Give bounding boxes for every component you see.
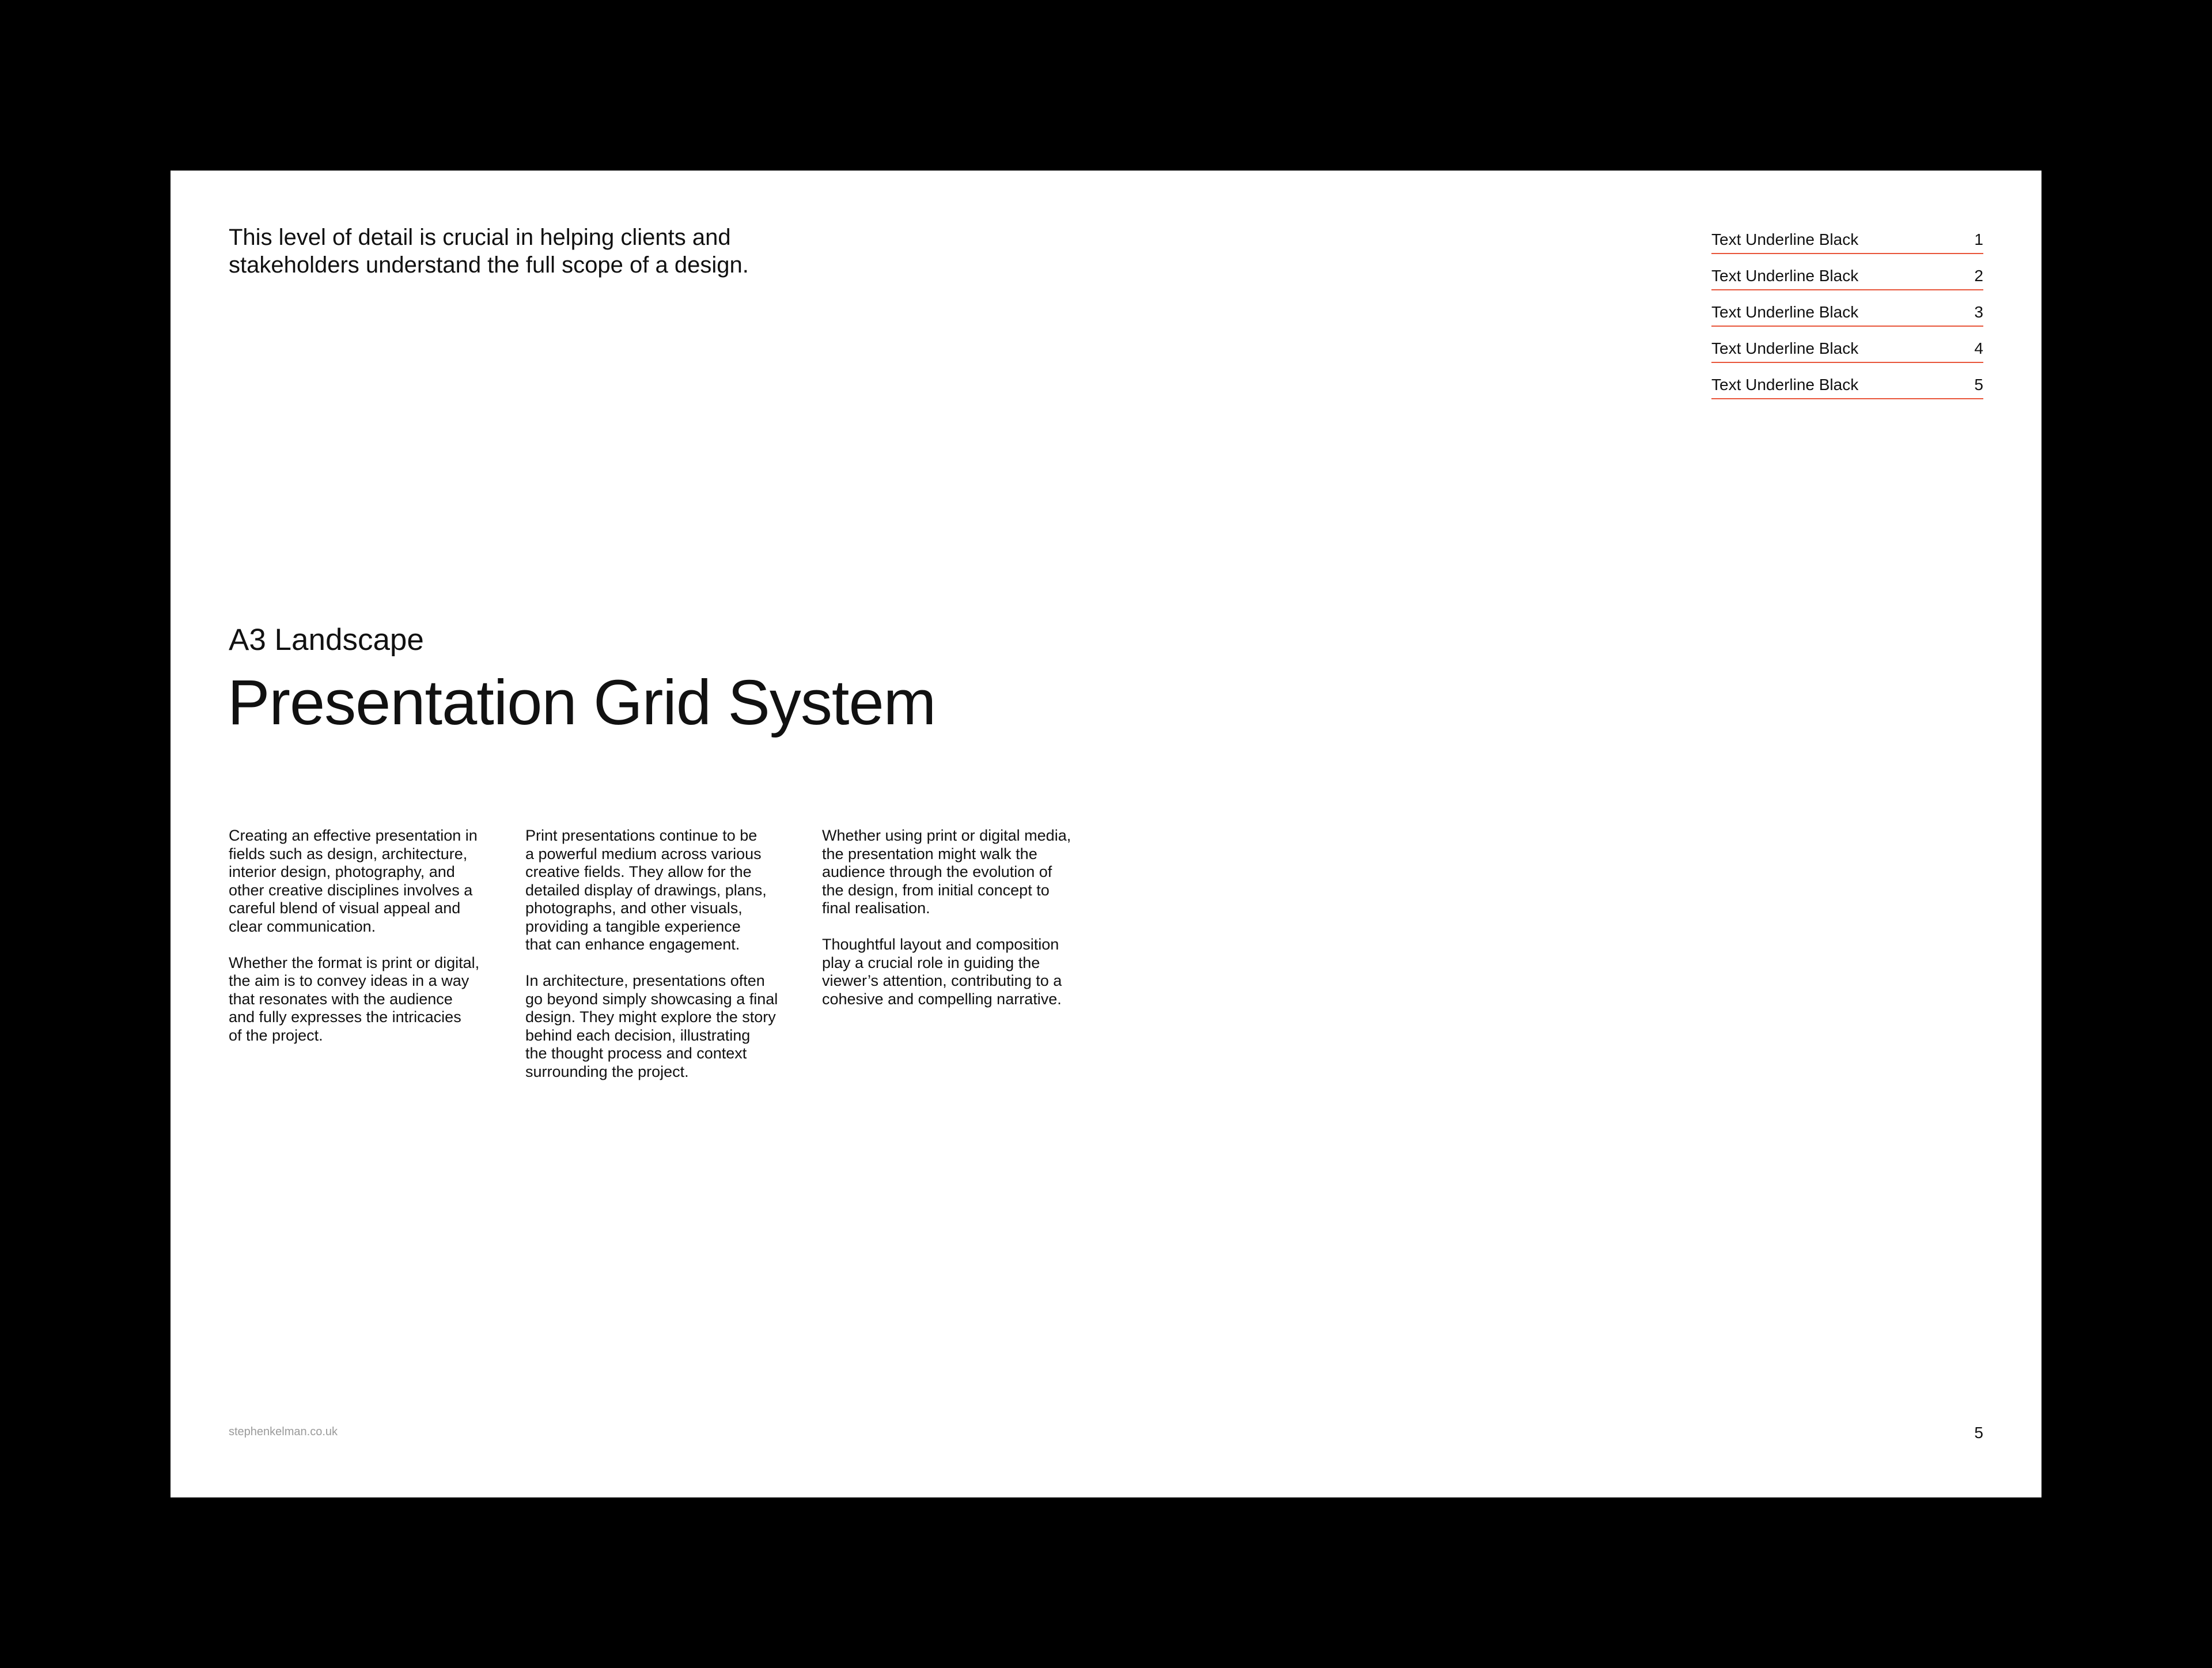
text-column-3 (822, 827, 1099, 1027)
toc-item-label: Text Underline Black (1711, 303, 1859, 321)
toc-item[interactable] (1711, 363, 1983, 399)
toc-item-number: 2 (1974, 267, 1983, 285)
text-column-2 (525, 827, 802, 1099)
footer-page-number: 5 (1974, 1424, 1983, 1442)
toc-item-label: Text Underline Black (1711, 230, 1859, 248)
toc-item[interactable] (1711, 290, 1983, 327)
table-of-contents (1711, 227, 1983, 399)
body-paragraph: Whether the format is print or digital, the aim is to convey ideas in a way that resonates with the audience and fully expresses the intricacies of the project. (229, 954, 480, 1044)
footer-website-link[interactable]: stephenkelman.co.uk (229, 1425, 338, 1438)
toc-item-label: Text Underline Black (1711, 339, 1859, 357)
toc-item-number: 5 (1974, 376, 1983, 394)
toc-item-number: 3 (1974, 303, 1983, 321)
intro-text: This level of detail is crucial in helping clients and stakeholders understand the full scope of a design. (229, 225, 749, 278)
toc-item-number: 4 (1974, 339, 1983, 357)
page-subtitle: A3 Landscape (229, 623, 424, 657)
page-title: Presentation Grid System (228, 667, 936, 738)
toc-item[interactable] (1711, 254, 1983, 290)
body-paragraph: Creating an effective presentation in fields such as design, architecture, interior design, photography, and other creative disciplines involves a careful blend of visual appeal and clear communication. (229, 827, 478, 935)
document-page (171, 171, 2041, 1497)
toc-item-label: Text Underline Black (1711, 376, 1859, 394)
toc-item-label: Text Underline Black (1711, 267, 1859, 285)
body-paragraph: Thoughtful layout and composition play a crucial role in guiding the viewer’s attention, contributing to a cohesive and compelling narrative. (822, 936, 1062, 1008)
body-paragraph: In architecture, presentations often go beyond simply showcasing a final design. They might explore the story behind each decision, illustrating the thought process and context surrounding the project. (525, 972, 778, 1080)
toc-item-number: 1 (1974, 230, 1983, 248)
body-paragraph: Print presentations continue to be a powerful medium across various creative fields. They allow for the detailed display of drawings, plans, photographs, and other visuals, providing a tangible experience that can enhance engagement. (525, 827, 767, 953)
body-paragraph: Whether using print or digital media, the presentation might walk the audience through the evolution of the design, from initial concept to final realisation. (822, 827, 1071, 917)
toc-item[interactable] (1711, 227, 1983, 254)
text-column-1 (229, 827, 505, 1063)
toc-item[interactable] (1711, 327, 1983, 363)
